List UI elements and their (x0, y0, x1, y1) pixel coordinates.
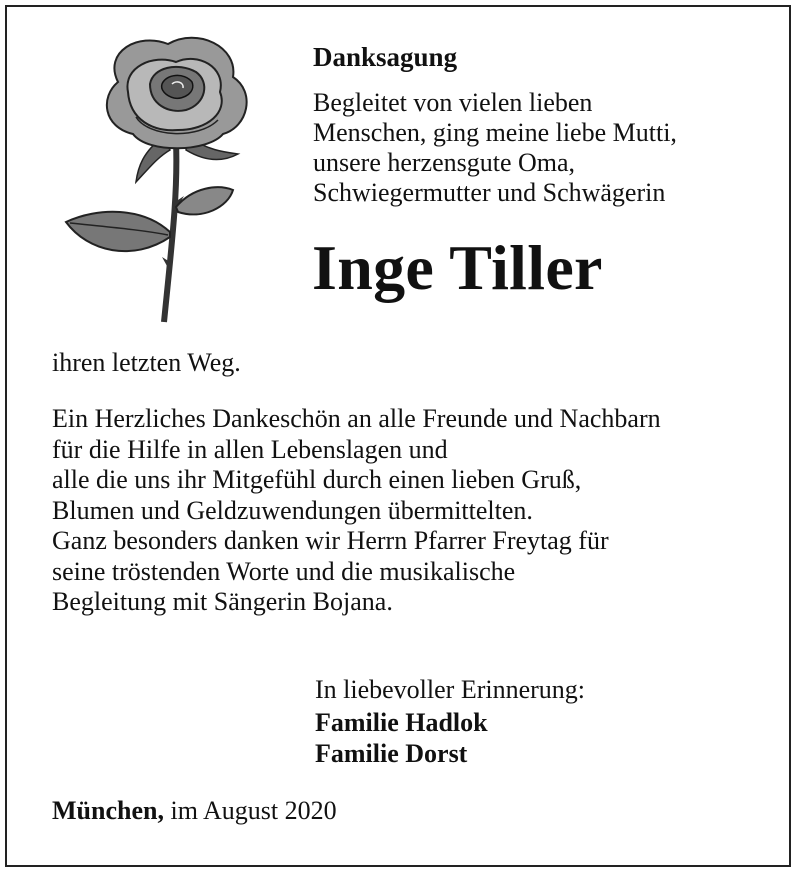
intro-line: unsere herzensgute Oma, (313, 148, 576, 177)
memory-line: In liebevoller Erinnerung: (315, 675, 586, 704)
intro-text (313, 88, 677, 208)
body-line: seine tröstenden Worte und die musikalische (52, 556, 516, 586)
date-text: im August 2020 (170, 796, 337, 825)
body-line: Begleitung mit Sängerin Bojana. (52, 587, 393, 616)
place-name: München, (52, 796, 164, 825)
family-name: Familie Dorst (315, 739, 468, 768)
place-date (52, 798, 337, 824)
body-line: alle die uns ihr Mitgefühl durch einen lieben Gruß, (52, 465, 582, 494)
body-line: für die Hilfe in allen Lebenslagen und (52, 434, 448, 464)
intro-line: Menschen, ging meine liebe Mutti, (313, 118, 677, 147)
body-line: Ganz besonders danken wir Herrn Pfarrer Freytag für (52, 526, 609, 555)
last-way-line: ihren letzten Weg. (52, 348, 241, 377)
thanks-text (52, 404, 661, 618)
notice-heading: Danksagung (313, 42, 458, 72)
deceased-name: Inge Tiller (312, 232, 603, 303)
rose-illustration (58, 22, 278, 327)
family-name: Familie Hadlok (315, 708, 488, 737)
body-line: Ein Herzliches Dankeschön an alle Freunde und Nachbarn (52, 404, 661, 433)
body-line: Blumen und Geldzuwendungen übermittelten. (52, 495, 533, 525)
intro-line: Schwiegermutter und Schwägerin (313, 178, 666, 207)
intro-line: Begleitet von vielen lieben (313, 88, 593, 117)
